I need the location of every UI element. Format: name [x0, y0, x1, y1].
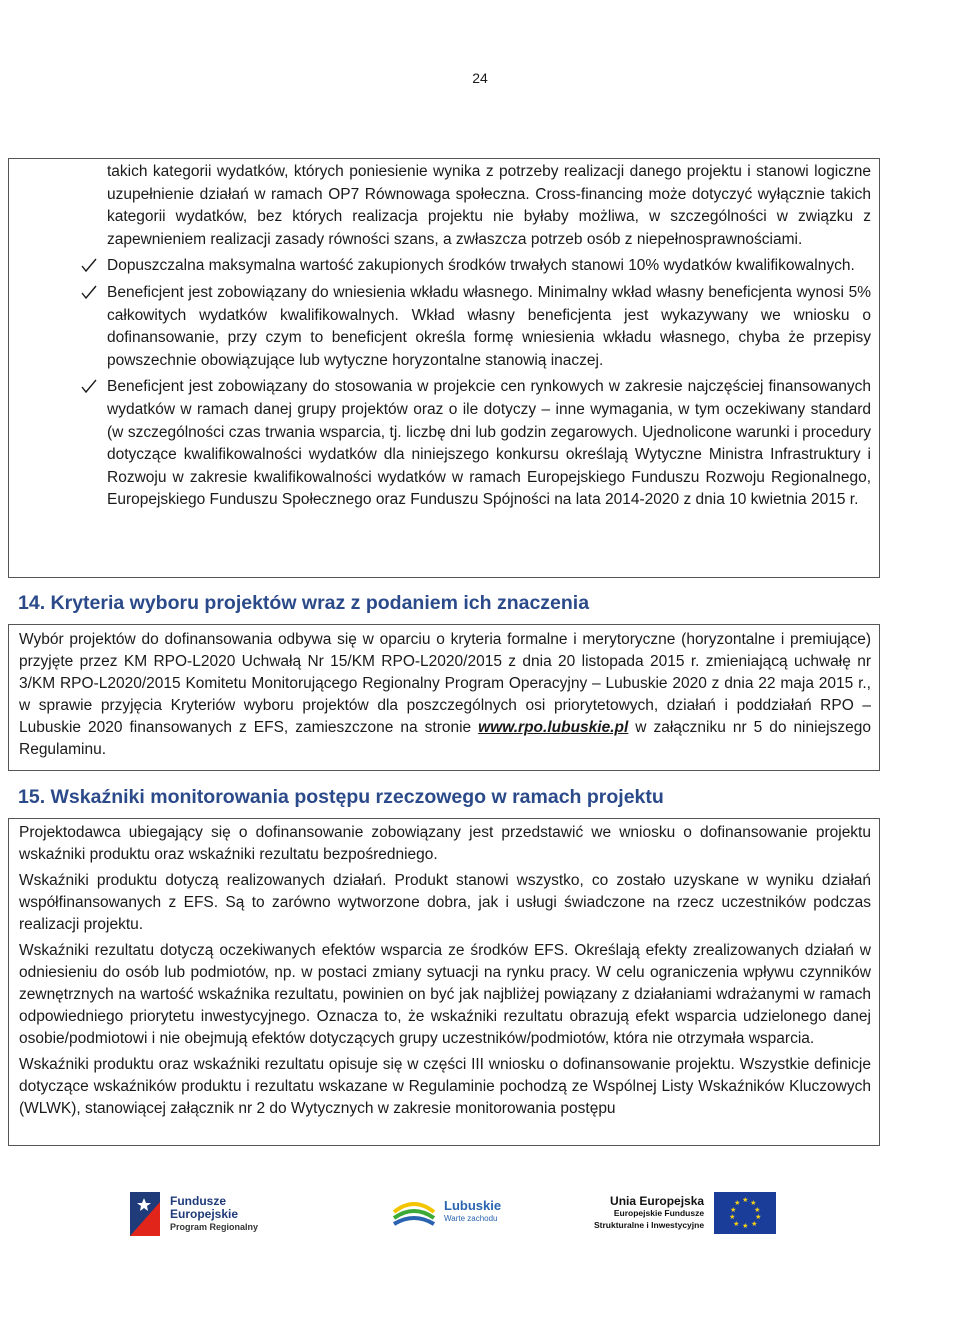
requirements-list	[9, 251, 879, 512]
checkmark-icon	[79, 255, 99, 275]
section-15-paragraph: Wskaźniki produktu dotyczą realizowanych działań. Produkt stanowi wszystko, co zostało uzyskane w wyniku działań współfinansowanych z EFS. Są to zarówno wytworzone dobra, jak i usługi świadczone na rzecz uczestników podczas realizacji projektu.	[19, 872, 871, 933]
section-14-heading: 14. Kryteria wyboru projektów wraz z podaniem ich znaczenia	[18, 592, 590, 614]
section-15-heading: 15. Wskaźniki monitorowania postępu rzeczowego w ramach projektu	[18, 786, 664, 808]
rpo-website-link[interactable]: www.rpo.lubuskie.pl	[478, 719, 629, 736]
lubuskie-logo	[392, 1194, 501, 1230]
fe-line1: Fundusze	[170, 1193, 226, 1208]
fe-line3: Program Regionalny	[170, 1221, 259, 1232]
lubuskie-tagline: Warte zachodu	[444, 1214, 498, 1223]
section-13-intro: takich kategorii wydatków, których poniesienie wynika z potrzeby realizacji danego projektu i stanowi logiczne uzupełnienie działań w ramach OP7 Równowaga społeczna. Cross-financing może dotyczyć wyłącznie takich kategorii wydatków, bez których realizacja projektu nie byłaby możliwa, w szczególności w związku z zapewnieniem realizacji zasady równości szans, a zwłaszcza potrzeb osób z niepełnosprawnościami.	[107, 163, 871, 248]
fe-line2: Europejskie	[170, 1206, 239, 1221]
section-15-paragraph: Wskaźniki produktu oraz wskaźniki rezultatu opisuje się w części III wniosku o dofinansowanie projektu. Wszystkie definicje dotyczące wskaźników produktu i rezultatu wskazane w Regulaminie pochodzą ze Wspólnej Listy Wskaźników Kluczowych (WLWK), stanowiącej załącznik nr 2 do Wytycznych w zakresie monitorowania postępu	[19, 1056, 871, 1117]
unia-europejska-logo	[594, 1192, 776, 1234]
section-14-box	[8, 624, 880, 771]
fe-emblem-icon	[130, 1192, 160, 1236]
section-13-continuation	[8, 158, 880, 578]
footer-logos	[0, 1188, 960, 1248]
checkmark-icon	[79, 282, 99, 302]
list-item-text: Beneficjent jest zobowiązany do wniesienia wkładu własnego. Minimalny wkład własny beneficjenta wynosi 5% całkowitych wydatków kwalifikowalnych. Wkład własny beneficjenta jest wykazywany we wniosku o dofinansowanie, przy czym to beneficjent określa formę wniesienia wkładu własnego, chyba że przepisy powszechnie obowiązujące lub wytyczne horyzontalne stanowią inaczej.	[107, 283, 871, 369]
list-item-text: Dopuszczalna maksymalna wartość zakupionych środków trwałych stanowi 10% wydatków kwalifikowalnych.	[107, 257, 855, 275]
ue-line2: Europejskie Fundusze	[613, 1208, 705, 1218]
lubuskie-name: Lubuskie	[444, 1198, 502, 1213]
section-15-paragraph: Wskaźniki rezultatu dotyczą oczekiwanych efektów wsparcia ze środków EFS. Określają efekty zrealizowanych działań w odniesieniu do osób lub podmiotów, np. w postaci zmiany sytuacji na rynku pracy. W celu ograniczenia wpływu czynników zewnętrznych na wartość wskaźnika rezultatu, powinien on być jak najbliżej powiązany z działaniami wdrażanymi w ramach odpowiedniego priorytetu inwestycyjnego. Oznacza to, że wskaźniki rezultatu obrazują efekt wsparcia udzielonego danej osobie/podmiotowi i nie obejmują efektów dotyczących grupy uczestników/podmiotów, która nie otrzymała wsparcia.	[19, 942, 871, 1047]
section-15-paragraph: Projektodawca ubiegający się o dofinansowanie zobowiązany jest przedstawić we wniosku o dofinansowanie projektu wskaźniki produktu oraz wskaźniki rezultatu bezpośredniego.	[19, 824, 871, 863]
list-item	[9, 251, 879, 278]
list-item	[9, 278, 879, 372]
list-item-text: Beneficjent jest zobowiązany do stosowania w projekcie cen rynkowych w zakresie najczęściej finansowanych wydatków w ramach danej grupy projektów oraz o ile dotyczy – inne wymagania, w tym oczekiwany standard (w szczególności czas trwania wsparcia, tj. liczbę dni lub godzin zegarowych. Ujednolicone warunki i procedury dotyczące kwalifikowalności wydatków dla niniejszego konkursu określają Wytyczne Ministra Infrastruktury i Rozwoju w zakresie kwalifikowalności wydatków w ramach Europejskiego Funduszu Rozwoju Regionalnego, Europejskiego Funduszu Społecznego oraz Funduszu Spójności na lata 2014-2020 z dnia 10 kwietnia 2015 r.	[107, 378, 871, 509]
fundusze-europejskie-logo	[130, 1192, 258, 1236]
section-14-text	[19, 629, 871, 761]
section-14-text-end: w załączniku nr 5 do niniejszego Regulaminu.	[19, 719, 871, 758]
checkmark-icon	[79, 376, 99, 396]
page-number: 24	[472, 70, 488, 86]
section-14-text-start: Wybór projektów do dofinansowania odbywa się w oparciu o kryteria formalne i merytoryczne (horyzontalne i premiujące) przyjęte przez KM RPO-L2020 Uchwałą Nr 15/KM RPO-L2020/2015 z dnia 20 listopada 2015 r. zmieniającą uchwałę nr 3/KM RPO-L2020/2015 Komitetu Monitorującego Regionalny Program Operacyjny – Lubuskie 2020 z dnia 22 maja 2015 r., w sprawie przyjęcia Kryteriów wyboru projektów dla poszczególnych osi priorytetowych, działań i poddziałań RPO – Lubuskie 2020 finansowanych z EFS, zamieszczone na stronie	[19, 631, 871, 736]
list-item	[9, 372, 879, 512]
eu-flag-icon: ★ ★ ★ ★ ★ ★ ★ ★ ★ ★	[714, 1192, 776, 1234]
ue-line3: Strukturalne i Inwestycyjne	[594, 1220, 705, 1230]
ue-line1: Unia Europejska	[610, 1194, 705, 1208]
section-15-box	[8, 818, 880, 1146]
lubuskie-emblem-icon	[392, 1194, 436, 1230]
